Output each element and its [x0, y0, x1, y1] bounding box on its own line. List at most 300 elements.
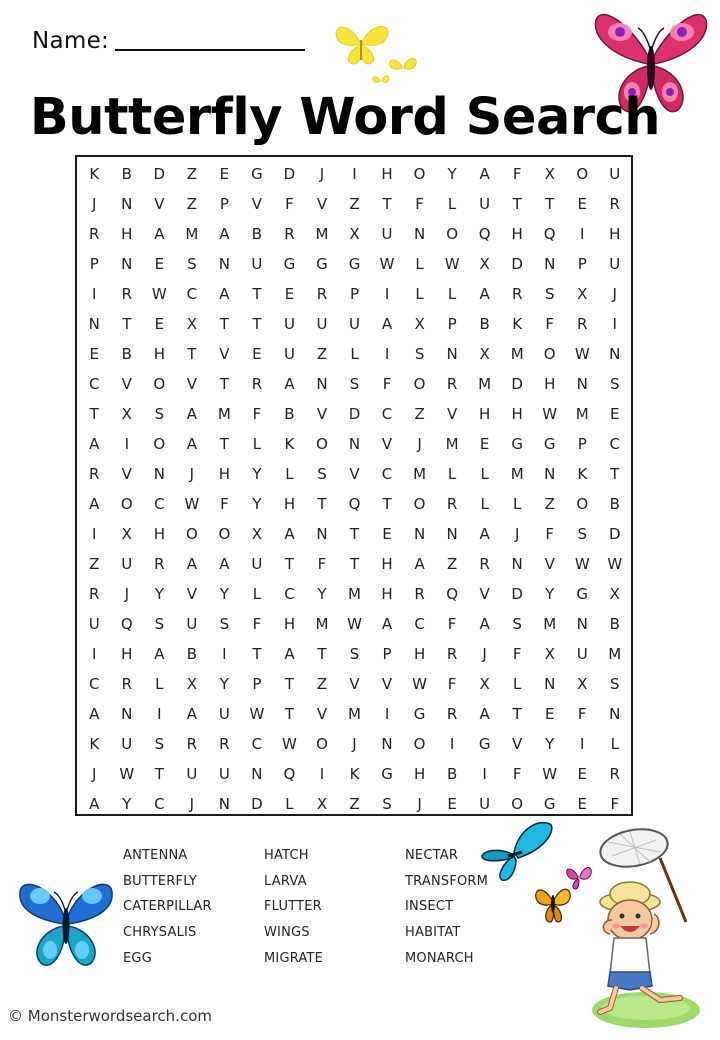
name-blank-line [115, 49, 305, 51]
grid-letter: W [444, 255, 460, 273]
grid-row [77, 489, 631, 519]
grid-letter: G [511, 435, 523, 453]
grid-letter: E [284, 285, 295, 303]
grid-letter: C [381, 405, 393, 423]
grid-letter: R [89, 585, 100, 603]
yellow-butterflies-icon [330, 20, 425, 85]
grid-letter: S [317, 465, 327, 483]
grid-letter: N [544, 465, 556, 483]
grid-letter: P [577, 435, 587, 453]
word-list-item: ANTENNA [123, 848, 188, 863]
word-list-item: WINGS [264, 925, 310, 941]
grid-letter: U [479, 795, 491, 813]
grid-letter: V [121, 465, 132, 483]
orange-small-butterfly-icon [532, 880, 574, 926]
grid-letter: X [544, 165, 555, 183]
grid-letter: H [511, 225, 523, 243]
grid-letter: G [543, 435, 556, 453]
grid-letter: G [251, 165, 263, 183]
grid-letter: E [544, 705, 555, 723]
grid-letter: T [284, 675, 295, 693]
grid-letter: N [381, 735, 393, 753]
grid-letter: H [381, 555, 393, 573]
grid-letter: C [381, 465, 393, 483]
grid-letter: M [543, 615, 557, 633]
grid-letter: E [577, 195, 587, 213]
page-title: Butterfly Word Search [29, 88, 661, 147]
grid-letter: N [153, 465, 165, 483]
grid-letter: V [544, 555, 555, 573]
grid-letter: V [479, 585, 490, 603]
grid-letter: P [89, 255, 99, 273]
grid-letter: N [121, 195, 133, 213]
grid-letter: F [577, 705, 587, 723]
grid-letter: R [577, 315, 588, 333]
grid-letter: L [480, 465, 489, 483]
grid-letter: O [153, 375, 166, 393]
grid-letter: F [382, 375, 392, 393]
grid-letter: S [187, 255, 197, 273]
grid-letter: G [316, 255, 328, 273]
grid-letter: T [252, 285, 262, 303]
grid-letter: M [348, 705, 361, 723]
grid-letter: R [414, 585, 425, 603]
grid-letter: E [252, 345, 262, 363]
grid-letter: J [319, 165, 325, 183]
grid-letter: N [446, 525, 458, 543]
grid-letter: R [154, 555, 165, 573]
grid-letter: W [249, 705, 265, 723]
grid-letter: H [544, 375, 556, 393]
grid-letter: V [186, 585, 197, 603]
grid-letter: X [121, 525, 132, 543]
grid-row [77, 669, 631, 699]
grid-letter: U [609, 255, 621, 273]
grid-letter: Z [349, 195, 360, 213]
grid-letter: S [610, 675, 620, 693]
grid-row [77, 429, 631, 459]
grid-letter: F [415, 195, 424, 213]
grid-letter: B [284, 405, 295, 423]
grid-row [77, 759, 631, 789]
grid-letter: Y [252, 495, 262, 513]
grid-letter: R [121, 285, 133, 303]
grid-letter: M [217, 405, 231, 423]
grid-letter: S [349, 375, 360, 393]
grid-letter: N [576, 615, 588, 633]
grid-letter: U [283, 315, 295, 333]
word-list-item: CHRYSALIS [123, 925, 197, 941]
grid-letter: W [347, 615, 362, 633]
grid-letter: T [317, 495, 327, 513]
grid-letter: U [349, 315, 360, 333]
grid-letter: S [382, 795, 392, 813]
grid-letter: Y [545, 585, 555, 603]
grid-letter: M [510, 345, 524, 363]
grid-letter: I [384, 705, 390, 723]
grid-letter: N [316, 525, 328, 543]
grid-letter: C [89, 375, 100, 393]
grid-row [77, 459, 631, 489]
grid-letter: H [153, 525, 165, 543]
grid-letter: F [512, 165, 522, 183]
grid-letter: W [379, 255, 395, 273]
grid-letter: T [219, 375, 229, 393]
word-list-item: MIGRATE [264, 950, 324, 966]
grid-letter: I [352, 165, 357, 183]
grid-letter: S [349, 645, 360, 663]
grid-letter: V [251, 195, 263, 213]
grid-letter: O [543, 345, 556, 363]
grid-letter: M [445, 435, 459, 453]
grid-letter: D [251, 795, 263, 813]
grid-letter: N [218, 795, 230, 813]
grid-letter: J [417, 435, 422, 453]
grid-letter: E [577, 765, 587, 783]
grid-letter: R [446, 495, 458, 513]
grid-letter: L [512, 495, 522, 513]
grid-row [77, 189, 631, 219]
grid-letter: Q [348, 495, 361, 513]
grid-letter: K [349, 765, 360, 783]
grid-letter: V [446, 405, 458, 423]
grid-letter: C [154, 795, 165, 813]
grid-letter: X [349, 225, 360, 243]
grid-letter: Z [186, 165, 197, 183]
grid-letter: N [251, 765, 263, 783]
grid-letter: K [577, 465, 588, 483]
grid-letter: M [478, 375, 492, 393]
grid-letter: N [218, 255, 230, 273]
grid-letter: O [153, 435, 166, 453]
grid-letter: Y [252, 465, 262, 483]
grid-letter: H [511, 405, 523, 423]
word-list-column [264, 846, 405, 974]
grid-letter: R [446, 645, 458, 663]
grid-letter: I [92, 285, 97, 303]
grid-letter: I [157, 705, 162, 723]
grid-letter: N [609, 705, 621, 723]
grid-letter: O [511, 795, 524, 813]
grid-letter: N [348, 435, 361, 453]
grid-letter: T [154, 765, 164, 783]
grid-letter: E [89, 345, 99, 363]
grid-letter: W [542, 765, 558, 783]
grid-letter: U [251, 555, 263, 573]
grid-letter: T [89, 405, 99, 423]
grid-letter: K [89, 735, 100, 753]
grid-letter: U [186, 765, 198, 783]
grid-letter: J [417, 795, 422, 813]
grid-letter: M [575, 405, 589, 423]
grid-letter: E [154, 255, 165, 273]
grid-letter: N [316, 375, 328, 393]
grid-letter: Z [316, 675, 328, 693]
grid-letter: E [219, 165, 230, 183]
grid-letter: K [89, 165, 100, 183]
grid-letter: Q [283, 765, 296, 783]
grid-letter: B [251, 225, 263, 243]
grid-letter: I [92, 525, 97, 543]
grid-letter: A [154, 645, 165, 663]
grid-letter: D [511, 375, 523, 393]
grid-letter: R [251, 375, 263, 393]
grid-letter: U [283, 345, 295, 363]
grid-letter: A [284, 645, 295, 663]
grid-letter: C [154, 495, 165, 513]
grid-letter: V [154, 195, 165, 213]
grid-letter: T [545, 195, 555, 213]
grid-letter: X [577, 285, 588, 303]
grid-letter: O [413, 495, 426, 513]
grid-letter: R [609, 765, 620, 783]
grid-letter: T [219, 435, 229, 453]
grid-letter: V [349, 465, 360, 483]
grid-letter: F [317, 555, 327, 573]
grid-letter: W [574, 345, 590, 363]
grid-letter: H [283, 615, 296, 633]
grid-letter: A [479, 705, 490, 723]
grid-letter: D [511, 585, 523, 603]
grid-letter: O [576, 495, 589, 513]
grid-row [77, 789, 631, 819]
grid-letter: E [610, 405, 620, 423]
grid-letter: V [381, 435, 393, 453]
grid-letter: R [446, 375, 458, 393]
grid-letter: E [479, 435, 490, 453]
grid-letter: L [285, 465, 294, 483]
grid-letter: G [543, 795, 556, 813]
grid-letter: I [92, 645, 97, 663]
grid-letter: C [284, 585, 295, 603]
grid-letter: W [542, 405, 558, 423]
word-list-item: HABITAT [405, 925, 461, 941]
grid-letter: H [153, 345, 165, 363]
grid-letter: M [510, 465, 524, 483]
grid-letter: L [252, 435, 262, 453]
grid-row [77, 549, 631, 579]
grid-letter: Z [349, 795, 360, 813]
grid-letter: F [447, 615, 457, 633]
grid-letter: A [479, 615, 490, 633]
grid-letter: H [121, 225, 133, 243]
grid-letter: N [576, 375, 588, 393]
grid-letter: L [480, 495, 489, 513]
grid-letter: Y [122, 795, 132, 813]
grid-letter: N [511, 555, 523, 573]
grid-letter: A [186, 555, 197, 573]
grid-letter: Z [544, 495, 555, 513]
grid-letter: T [219, 315, 229, 333]
grid-letter: I [124, 435, 130, 453]
grid-letter: O [120, 495, 133, 513]
grid-letter: T [122, 315, 132, 333]
grid-letter: S [544, 285, 555, 303]
grid-letter: L [252, 585, 262, 603]
grid-letter: J [92, 765, 97, 783]
grid-row [77, 159, 631, 189]
grid-letter: F [512, 765, 522, 783]
grid-letter: K [512, 315, 523, 333]
grid-letter: W [282, 735, 297, 753]
grid-letter: X [121, 405, 132, 423]
grid-letter: D [283, 165, 296, 183]
grid-letter: A [154, 225, 165, 243]
grid-letter: U [121, 735, 133, 753]
grid-letter: Q [446, 585, 459, 603]
grid-letter: A [284, 375, 295, 393]
name-label: Name: [32, 28, 110, 54]
grid-letter: A [186, 705, 197, 723]
grid-letter: A [89, 795, 100, 813]
grid-letter: J [514, 525, 520, 543]
grid-letter: U [609, 165, 621, 183]
grid-letter: L [512, 675, 522, 693]
grid-letter: T [252, 315, 262, 333]
grid-letter: W [119, 765, 135, 783]
grid-letter: W [184, 495, 200, 513]
grid-letter: B [609, 495, 620, 513]
grid-letter: A [284, 525, 295, 543]
grid-letter: C [89, 675, 100, 693]
word-list-item: HATCH [264, 848, 309, 863]
grid-letter: S [154, 405, 165, 423]
grid-letter: L [415, 255, 424, 273]
grid-letter: P [577, 255, 587, 273]
grid-letter: L [447, 285, 457, 303]
grid-letter: A [479, 165, 490, 183]
grid-letter: M [348, 585, 361, 603]
grid-row [77, 369, 631, 399]
grid-letter: L [285, 795, 294, 813]
grid-letter: A [219, 225, 230, 243]
grid-letter: T [317, 645, 327, 663]
word-list-column [123, 846, 264, 974]
grid-letter: N [544, 675, 556, 693]
grid-letter: V [219, 345, 230, 363]
word-list-item: CATERPILLAR [123, 899, 212, 915]
grid-letter: P [447, 315, 457, 333]
grid-letter: A [479, 525, 490, 543]
grid-letter: O [576, 165, 589, 183]
grid-letter: X [479, 675, 490, 693]
grid-letter: F [545, 525, 555, 543]
grid-letter: H [381, 165, 393, 183]
grid-letter: U [576, 645, 588, 663]
copyright-footer: © Monsterwordsearch.com [8, 1007, 212, 1025]
grid-letter: N [544, 255, 556, 273]
grid-letter: Z [446, 555, 458, 573]
grid-letter: G [478, 735, 491, 753]
grid-letter: V [512, 735, 523, 753]
grid-letter: V [349, 675, 360, 693]
grid-letter: U [479, 195, 491, 213]
grid-letter: G [413, 705, 426, 723]
grid-letter: D [348, 405, 361, 423]
grid-letter: T [512, 195, 522, 213]
grid-row [77, 729, 631, 759]
grid-letter: I [580, 225, 585, 243]
grid-letter: X [609, 585, 620, 603]
grid-letter: R [479, 555, 490, 573]
grid-letter: T [610, 465, 620, 483]
grid-row [77, 699, 631, 729]
grid-letter: S [219, 615, 230, 633]
grid-letter: H [283, 495, 296, 513]
grid-letter: G [381, 765, 393, 783]
grid-letter: X [316, 795, 328, 813]
grid-row [77, 639, 631, 669]
grid-letter: F [447, 675, 457, 693]
grid-letter: T [349, 525, 360, 543]
grid-row [77, 579, 631, 609]
grid-letter: A [89, 705, 100, 723]
grid-letter: F [252, 615, 262, 633]
grid-letter: L [610, 735, 619, 753]
grid-letter: T [382, 495, 392, 513]
grid-letter: R [219, 735, 230, 753]
grid-letter: V [316, 195, 328, 213]
grid-letter: Q [478, 225, 491, 243]
grid-letter: Q [543, 225, 556, 243]
grid-letter: F [220, 495, 229, 513]
grid-letter: A [219, 555, 230, 573]
grid-letter: M [185, 225, 199, 243]
grid-row [77, 519, 631, 549]
grid-letter: J [92, 195, 97, 213]
grid-letter: E [447, 795, 457, 813]
grid-letter: P [252, 675, 262, 693]
grid-letter: O [413, 735, 426, 753]
word-list-item: LARVA [264, 873, 307, 889]
grid-letter: X [251, 525, 263, 543]
grid-letter: P [382, 645, 392, 663]
grid-row [77, 279, 631, 309]
grid-letter: G [576, 585, 589, 603]
grid-letter: E [154, 315, 165, 333]
grid-letter: Y [447, 165, 457, 183]
grid-letter: V [316, 405, 328, 423]
grid-letter: X [186, 315, 197, 333]
grid-letter: S [610, 375, 620, 393]
grid-letter: F [252, 405, 262, 423]
grid-letter: B [479, 315, 490, 333]
grid-letter: S [154, 615, 165, 633]
grid-letter: A [89, 435, 100, 453]
grid-letter: C [414, 615, 425, 633]
grid-letter: N [413, 225, 426, 243]
grid-letter: V [316, 705, 328, 723]
grid-letter: N [446, 345, 458, 363]
grid-letter: O [413, 165, 426, 183]
grid-letter: A [381, 615, 393, 633]
grid-letter: R [284, 225, 295, 243]
grid-letter: C [251, 735, 263, 753]
grid-letter: H [609, 225, 621, 243]
grid-letter: I [482, 765, 487, 783]
grid-letter: A [89, 495, 100, 513]
grid-letter: N [88, 315, 100, 333]
grid-row [77, 339, 631, 369]
grid-letter: M [608, 645, 622, 663]
grid-letter: R [186, 735, 198, 753]
grid-letter: X [479, 255, 490, 273]
grid-letter: V [186, 375, 197, 393]
word-search-grid [75, 155, 633, 816]
grid-letter: S [512, 615, 522, 633]
grid-letter: V [381, 675, 393, 693]
grid-letter: I [580, 735, 585, 753]
